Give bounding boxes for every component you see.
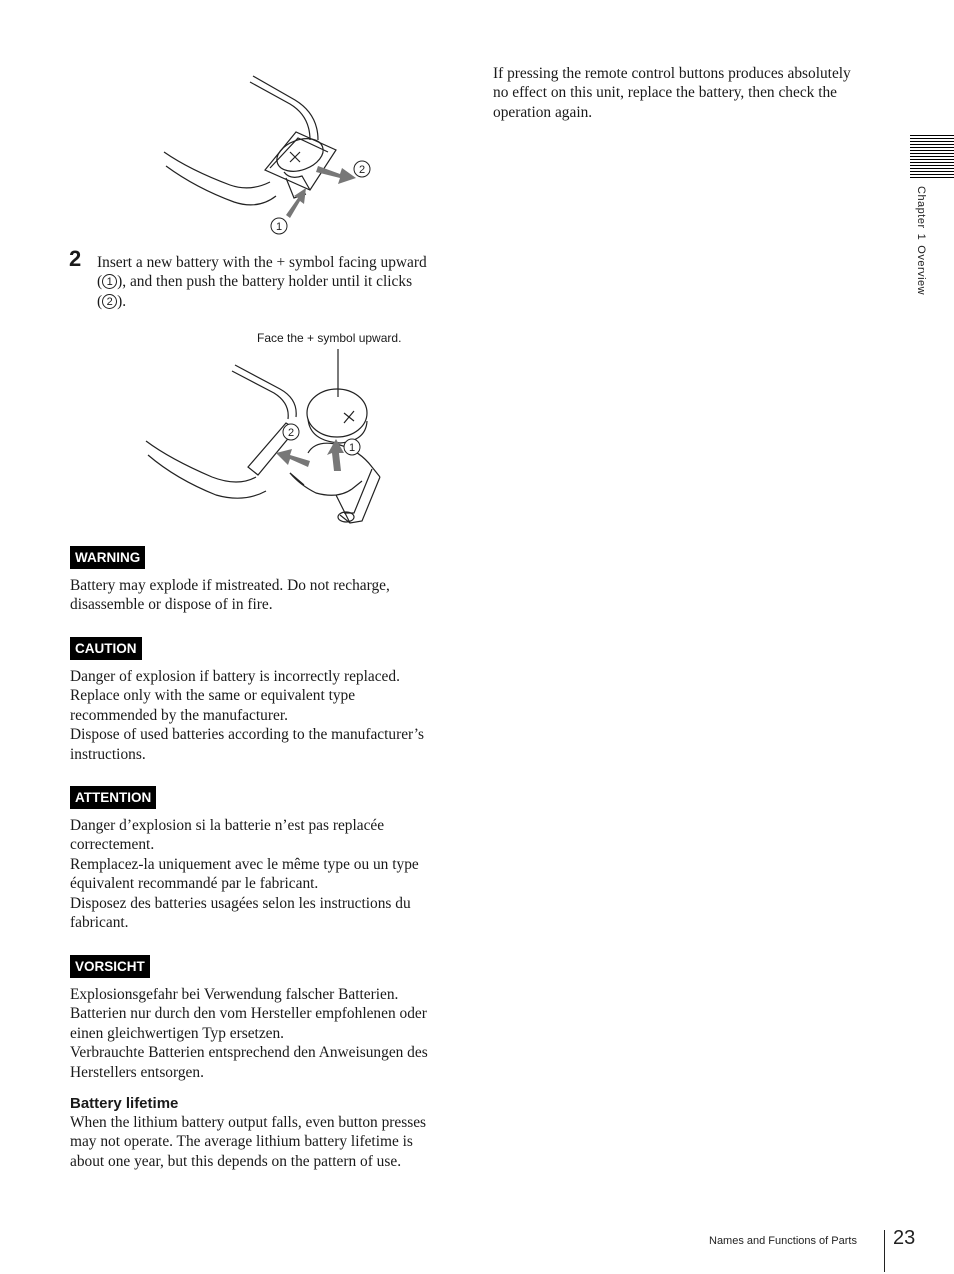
step-number: 2 bbox=[69, 246, 82, 271]
step-2-line-3: ( 2 ). bbox=[97, 292, 127, 310]
caution-label: CAUTION bbox=[70, 637, 142, 660]
callout-1-inline: 1 bbox=[102, 274, 117, 289]
right-column-text: If pressing the remote control buttons produces absolutely no effect on this unit, replace the battery, then check the operation again. bbox=[493, 65, 851, 121]
figure-remove-battery-holder bbox=[150, 70, 390, 240]
callout-1 bbox=[271, 218, 287, 234]
svg-text:2: 2 bbox=[287, 427, 295, 439]
step-2-line-1: Insert a new battery with the + symbol facing upward bbox=[97, 254, 427, 271]
battery-lifetime-text: When the lithium battery output falls, even button presses may not operate. The average lithium battery lifetime is about one year, but this depends on the pattern of use. bbox=[70, 1114, 427, 1170]
figure-insert-battery bbox=[140, 345, 400, 535]
svg-text:2: 2 bbox=[358, 164, 366, 176]
svg-text:1: 1 bbox=[348, 442, 356, 454]
callout-2 bbox=[354, 161, 370, 177]
callout-2-inline: 2 bbox=[102, 294, 117, 309]
chapter-tab-label: Chapter1Overview bbox=[915, 186, 927, 296]
footer-divider bbox=[884, 1230, 885, 1272]
footer-section-title: Names and Functions of Parts bbox=[709, 1235, 857, 1247]
page-number: 23 bbox=[893, 1227, 916, 1249]
caution-text: Danger of explosion if battery is incorrectly replaced. Replace only with the same or equivalent type recommended by the manufacturer. Dispose of used batteries according to the manufacturer’s instructions. bbox=[70, 668, 425, 763]
attention-text: Danger d’explosion si la batterie n’est pas replacée correctement. Remplacez-la uniquement avec le même type ou un type équivalent recommandé par le fabricant. Disposez des batteries usagées selon les instructions du fabricant. bbox=[70, 817, 419, 932]
vorsicht-label: VORSICHT bbox=[70, 955, 150, 978]
warning-text: Battery may explode if mistreated. Do not recharge, disassemble or dispose of in fire. bbox=[70, 577, 390, 614]
step-2-line-2: ( 1 ), and then push the battery holder until it clicks bbox=[97, 273, 413, 291]
attention-label: ATTENTION bbox=[70, 786, 156, 809]
step-2-text bbox=[97, 253, 467, 311]
callout-2 bbox=[283, 424, 299, 440]
battery-lifetime-heading: Battery lifetime bbox=[70, 1095, 179, 1112]
vorsicht-text: Explosionsgefahr bei Verwendung falscher Batterien. Batterien nur durch den vom Hersteller empfohlenen oder einen gleichwertigen Typ ersetzen. Verbrauchte Batterien entsprechend den Anweisungen des Herstellers entsorgen. bbox=[70, 986, 428, 1081]
warning-label: WARNING bbox=[70, 546, 145, 569]
callout-1 bbox=[344, 439, 360, 455]
chapter-tab-stripes bbox=[910, 135, 954, 179]
svg-text:1: 1 bbox=[275, 221, 283, 233]
figure-caption: Face the + symbol upward. bbox=[257, 331, 402, 345]
